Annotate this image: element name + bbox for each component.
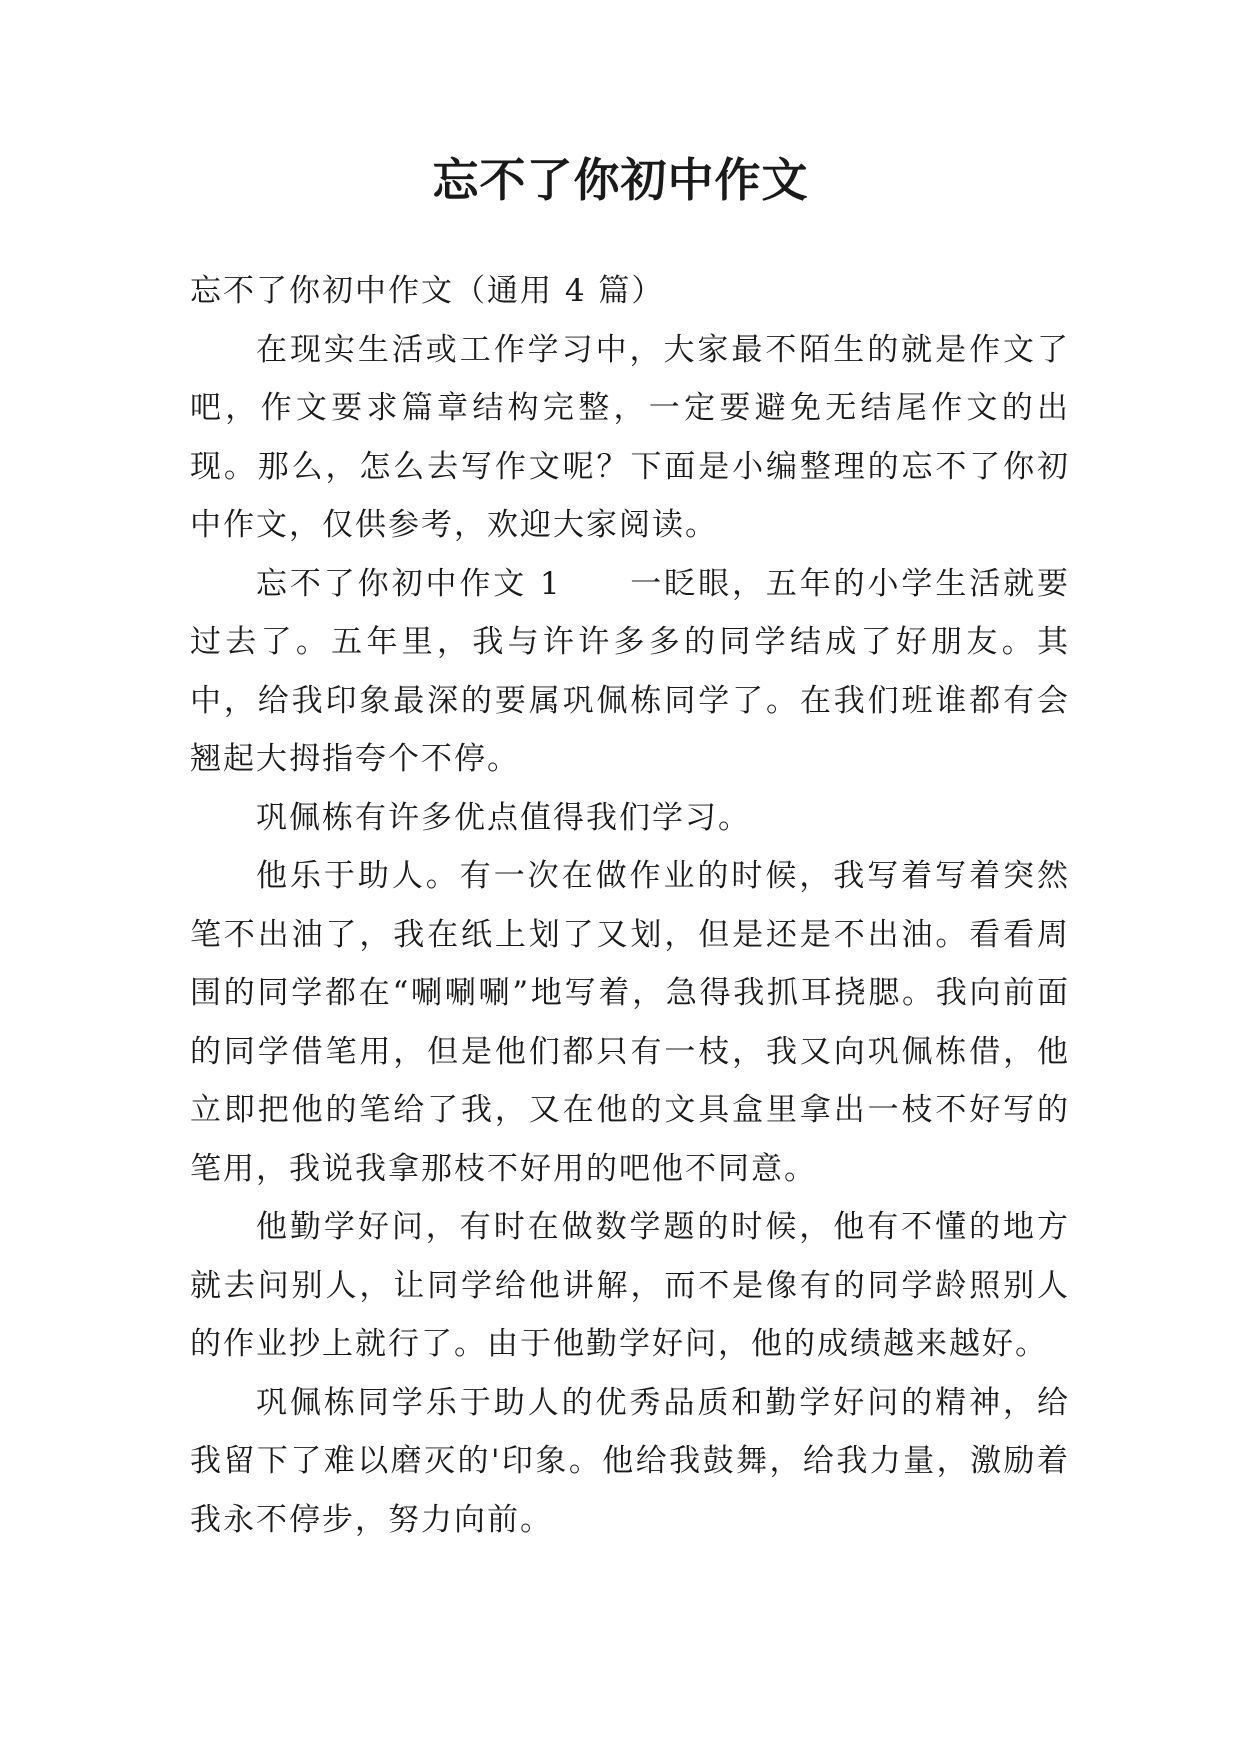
paragraph-conclusion: 巩佩栋同学乐于助人的优秀品质和勤学好问的精神，给我留下了难以磨灭的'印象。他给我鼓舞，给我力量，激励着我永不停步，努力向前。: [190, 1384, 1070, 1538]
document-title: 忘不了你初中作文: [432, 153, 809, 207]
document-subtitle: 忘不了你初中作文（通用 4 篇）: [190, 273, 665, 309]
paragraph-merits: 巩佩栋有许多优点值得我们学习。: [256, 799, 751, 836]
paragraph-essay-1-opening: 忘不了你初中作文 1 一眨眼，五年的小学生活就要过去了。五年里，我与许许多多的同学结成了好朋友。其中，给我印象最深的要属巩佩栋同学了。在我们班谁都有会翘起大拇指夸个不停。: [190, 565, 1070, 777]
paragraph-intro: 在现实生活或工作学习中，大家最不陌生的就是作文了吧，作文要求篇章结构完整，一定要避免无结尾作文的出现。那么，怎么去写作文呢？下面是小编整理的忘不了你初中作文，仅供参考，欢迎大家阅读。: [190, 331, 1070, 543]
paragraph-helpful: 他乐于助人。有一次在做作业的时候，我写着写着突然笔不出油了，我在纸上划了又划，但是还是不出油。看看周围的同学都在“唰唰唰”地写着，急得我抓耳挠腮。我向前面的同学借笔用，但是他们都只有一枝，我又向巩佩栋借，他立即把他的笔给了我，又在他的文具盒里拿出一枝不好写的笔用，我说我拿那枝不好用的吧他不同意。: [190, 858, 1070, 1187]
document-body: [190, 262, 1070, 1549]
paragraph-studious: 他勤学好问，有时在做数学题的时候，他有不懂的地方就去问别人，让同学给他讲解，而不是像有的同学龄照别人的作业抄上就行了。由于他勤学好问，他的成绩越来越好。: [190, 1209, 1070, 1362]
